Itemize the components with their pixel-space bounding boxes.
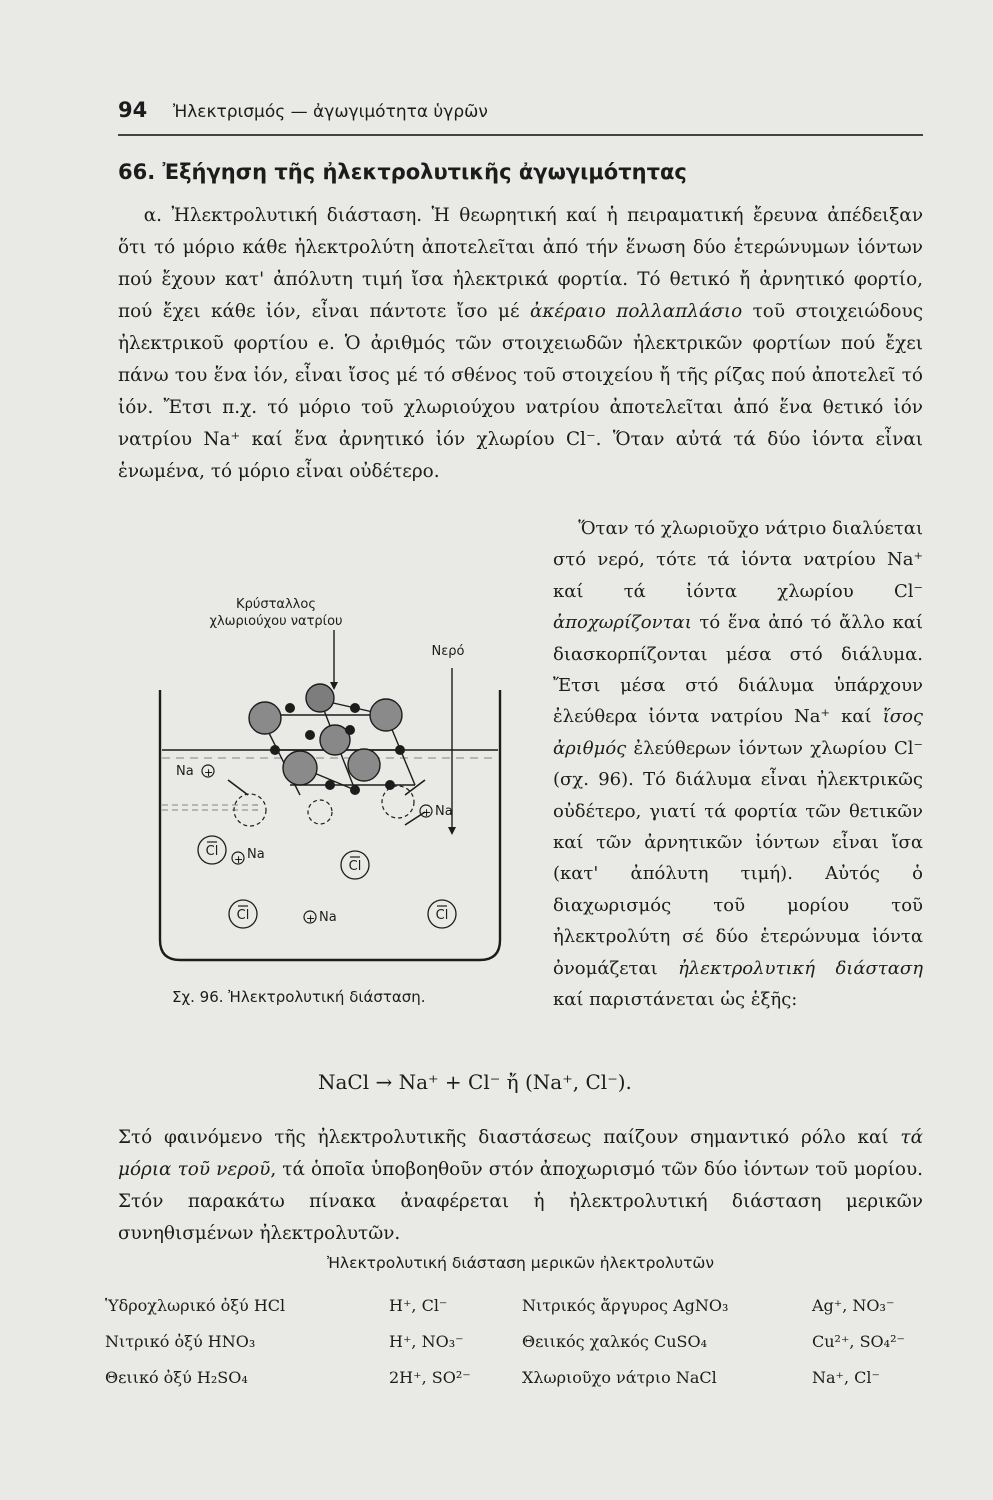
table-row: Ὑδροχλωρικό ὀξύ HCl H⁺, Cl⁻ Νιτρικός ἄργυρος AgNO₃ Ag⁺, NO₃⁻ <box>105 1296 895 1315</box>
ion-na-2 <box>420 804 453 819</box>
svg-text:Cl: Cl <box>236 908 250 923</box>
ion-cl-3 <box>229 900 257 928</box>
label-crystal-line1: Κρύσταλλος <box>236 597 316 612</box>
electrolytic-dissociation-figure <box>150 590 530 1020</box>
section-title: 66. Ἐξήγηση τῆς ἠλεκτρολυτικῆς ἀγωγιμότητας <box>118 160 687 184</box>
svg-text:+: + <box>204 766 214 779</box>
svg-text:Na: Na <box>247 847 265 862</box>
svg-text:Cl: Cl <box>348 859 362 874</box>
table-row: Θειικό ὀξύ H₂SO₄ 2H⁺, SO²⁻ Χλωριοῦχο νάτριο NaCl Na⁺, Cl⁻ <box>105 1368 880 1387</box>
dissociation-equation: NaCl → Na⁺ + Cl⁻ ἤ (Na⁺, Cl⁻). <box>318 1070 632 1094</box>
figure-caption: Σχ. 96. Ἠλεκτρολυτική διάσταση. <box>172 988 426 1006</box>
ion-cl-1 <box>198 836 226 864</box>
table-row: Νιτρικό ὀξύ HNO₃ H⁺, NO₃⁻ Θειικός χαλκός CuSO₄ Cu²⁺, SO₄²⁻ <box>105 1332 905 1351</box>
table-title: Ἠλεκτρολυτική διάσταση μερικῶν ἠλεκτρολυτῶν <box>326 1254 715 1272</box>
svg-text:+: + <box>422 806 432 819</box>
page-header <box>118 96 923 136</box>
svg-text:+: + <box>306 912 316 925</box>
electrolyte-table <box>105 1296 925 1404</box>
right-column-paragraph: Ὅταν τό χλωριοῦχο νάτριο διαλύεται στό νερό, τότε τά ἰόντα νατρίου Na⁺ καί τά ἰόντα χλωρίου Cl⁻ ἀποχωρίζονται τό ἕνα ἀπό τό ἄλλο καί διασκορπίζονται μέσα στό διάλυμα. Ἔτσι μέσα στό διάλυμα ὑπάρχουν ἐλεύθερα ἰόντα νατρίου Na⁺ καί ἴσος ἀριθμός ἐλεύθερων ἰόντων χλωρίου Cl⁻ (σχ. 96). Τό διάλυμα εἶναι ἠλεκτρικῶς οὐδέτερο, γιατί τά φορτία τῶν θετικῶν καί τῶν ἀρνητικῶν ἰόντων εἶναι ἴσα (κατ' ἀπόλυτη τιμή). Αὐτός ὁ διαχωρισμός τοῦ μορίου τοῦ ἠλεκτρολύτη σέ δύο ἑτερώνυμα ἰόντα ὀνομάζεται ἠλεκτρολυτική διάσταση καί παριστάνεται ὡς ἑξῆς: <box>553 518 923 1011</box>
ion-na-1 <box>176 764 214 779</box>
intro-paragraph: α. Ἠλεκτρολυτική διάσταση. Ἡ θεωρητική καί ἡ πειραματική ἔρευνα ἀπέδειξαν ὅτι τό μόριο κάθε ἠλεκτρολύτη ἀποτελεῖται ἀπό τήν ἕνωση δύο ἑτερώνυμων ἰόντων πού ἔχουν κατ' ἀπόλυτη τιμή ἴσα ἠλεκτρικά φορτία. Τό θετικό ἤ ἀρνητικό φορτίο, πού ἔχει κάθε ἰόν, εἶναι πάντοτε ἴσο μέ ἀκέραιο πολλαπλάσιο τοῦ στοιχειώδους ἠλεκτρικοῦ φορτίου e. Ὁ ἀριθμός τῶν στοιχειωδῶν ἠλεκτρικῶν φορτίων πού ἔχει πάνω του ἕνα ἰόν, εἶναι ἴσος μέ τό σθένος τοῦ στοιχείου ἤ τῆς ρίζας πού ἀποτελεῖ τό ἰόν. Ἔτσι π.χ. τό μόριο τοῦ χλωριούχου νατρίου ἀποτελεῖται ἀπό ἕνα θετικό ἰόν νατρίου Na⁺ καί ἕνα ἀρνητικό ἰόν χλωρίου Cl⁻. Ὅταν αὐτά τά δύο ἰόντα εἶναι ἑνωμένα, τό μόριο εἶναι οὐδέτερο. <box>118 205 923 482</box>
svg-text:Na: Na <box>176 764 194 779</box>
svg-text:Na: Na <box>435 804 453 819</box>
page-number: 94 <box>118 98 148 122</box>
label-water: Νερό <box>431 644 465 659</box>
svg-text:Cl: Cl <box>205 844 219 859</box>
ion-na-4 <box>304 910 337 925</box>
closing-paragraph: Στό φαινόμενο τῆς ἠλεκτρολυτικῆς διαστάσεως παίζουν σημαντικό ρόλο καί τά μόρια τοῦ νεροῦ, τά ὁποῖα ὑποβοηθοῦν στόν ἀποχωρισμό τῶν δύο ἰόντων τοῦ μορίου. Στόν παρακάτω πίνακα ἀναφέρεται ἡ ἠλεκτρολυτική διάσταση μερικῶν συνηθισμένων ἠλεκτρολυτῶν. <box>118 1127 924 1244</box>
svg-text:Cl: Cl <box>435 908 449 923</box>
label-crystal-line2: χλωριούχου νατρίου <box>209 614 343 629</box>
ion-cl-2 <box>341 851 369 879</box>
svg-text:Na: Na <box>319 910 337 925</box>
subsection-title: α. Ἠλεκτρολυτική διάσταση. <box>143 205 423 226</box>
ion-na-3 <box>232 847 265 866</box>
ion-cl-4 <box>428 900 456 928</box>
running-title: Ἠλεκτρισμός — ἀγωγιμότητα ὑγρῶν <box>173 102 488 122</box>
svg-text:+: + <box>234 853 244 866</box>
